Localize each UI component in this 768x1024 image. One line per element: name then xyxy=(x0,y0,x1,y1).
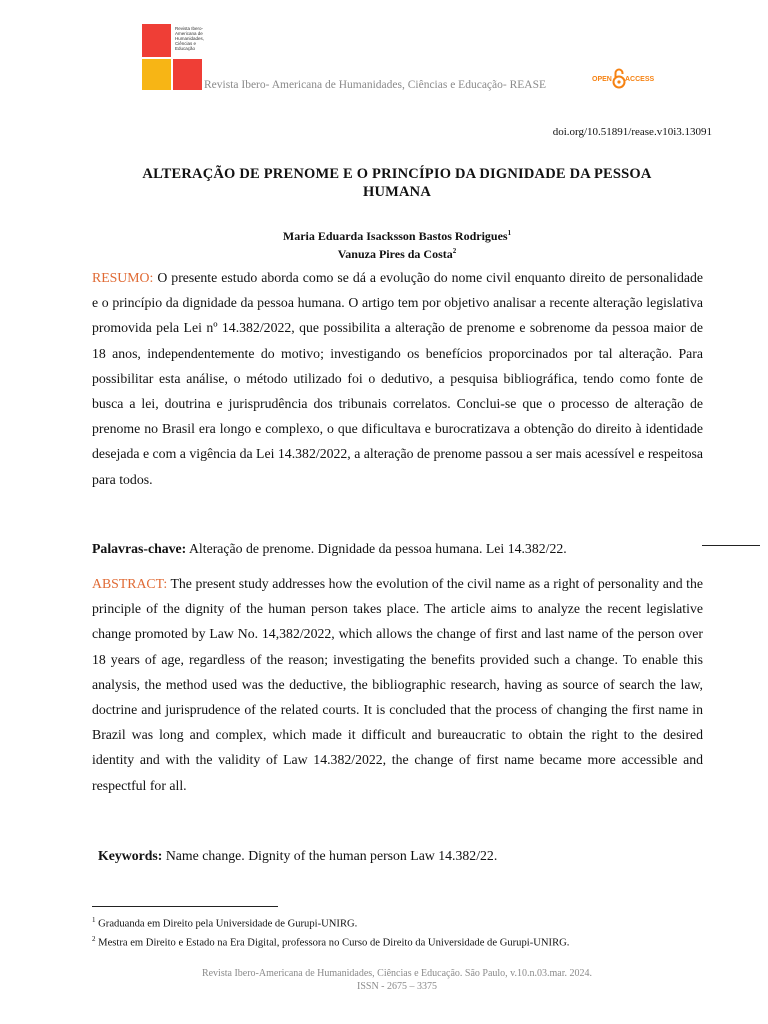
footnotes xyxy=(92,913,712,951)
journal-name: Revista Ibero- Americana de Humanidades, Ciências e Educação- REASE xyxy=(204,79,547,91)
logo-square-yellow xyxy=(142,59,171,90)
author-footnote-mark[interactable]: 2 xyxy=(452,247,457,255)
footnote-text: Graduanda em Direito pela Universidade de Gurupi-UNIRG. xyxy=(95,918,358,930)
footnote-2 xyxy=(92,932,712,951)
author-2 xyxy=(100,244,694,262)
palavras-chave xyxy=(92,541,567,557)
author-name: Maria Eduarda Isacksson Bastos Rodrigues xyxy=(282,229,508,243)
logo-text: Revista Ibero-Americana de Humanidades, Ciências e Educação xyxy=(175,26,205,51)
abstract-text: The present study addresses how the evolution of the civil name as a right of personality and the principle of the dignity of the human person takes place. The article aims to analyze the recent legislative change promoted by Law No. 14,382/2022, which allows the change of first and last name of the person over 18 years of age, regardless of the reason; investigating the benefits provided such a change. To enable this analysis, the method used was the deductive, the bibliographic research, having as source of search the law, doctrine and jurisprudence of the related courts. It is concluded that the process of changing the first name in Brazil was long and complex, which made it difficult and bureaucratic to obtain the right to the desired identity and with the validity of Law 14.382/2022, the change of first name became more accessible and respectful for all. xyxy=(92,576,703,793)
footnote-text: Mestra em Direito e Estado na Era Digital, professora no Curso de Direito da Universidade de Gurupi-UNIRG. xyxy=(95,937,570,949)
author-1 xyxy=(100,226,694,244)
resumo-paragraph xyxy=(92,265,703,492)
footnote-separator xyxy=(92,906,278,907)
author-footnote-mark[interactable]: 1 xyxy=(507,229,512,237)
author-name: Vanuza Pires da Costa xyxy=(337,247,453,261)
footnote-mark: 2 xyxy=(92,935,96,944)
footer-issn: ISSN - 2675 – 3375 xyxy=(356,981,437,992)
logo-square-red-top xyxy=(142,24,171,57)
footer-citation: Revista Ibero-Americana de Humanidades, Ciências e Educação. São Paulo, v.10.n.03.mar. 2024. xyxy=(201,968,593,979)
palavras-chave-text: Alteração de prenome. Dignidade da pessoa humana. Lei 14.382/22. xyxy=(186,541,567,556)
author-list xyxy=(100,226,694,262)
open-access-right-word: ACCESS xyxy=(625,76,655,83)
open-access-lock-icon xyxy=(612,67,626,89)
doi-link[interactable]: doi.org/10.51891/rease.v10i3.13091 xyxy=(552,126,712,138)
side-rule xyxy=(702,545,760,546)
footnote-1 xyxy=(92,913,712,932)
resumo-label: RESUMO: xyxy=(92,270,154,285)
palavras-chave-label: Palavras-chave: xyxy=(92,541,187,556)
abstract-label: ABSTRACT: xyxy=(92,576,168,591)
keywords xyxy=(98,848,497,864)
resumo-text: O presente estudo aborda como se dá a evolução do nome civil enquanto direito de personalidade e o princípio da dignidade da pessoa humana. O artigo tem por objetivo analisar a recente alteração legislativa promovida pela Lei nº 14.382/2022, que possibilita a alteração de prenome e sobrenome da pessoa maior de 18 anos, independentemente do motivo; investigando os benefícios proporcinados por tal alteração. Para possibilitar esta análise, o método utilizado foi o dedutivo, a pesquisa bibliográfica, tendo como fonte de busca a lei, doutrina e jurisprudência dos tribunais correlatos. Conclui-se que o processo de alteração de prenome no Brasil era longo e complexo, o que dificultava e burocratizava a obtenção do direito à identidade desejada e com a vigência da Lei 14.382/2022, a alteração de prenome passou a ser mais acessível e respeitosa para todos. xyxy=(92,270,703,487)
open-access-left-word: OPEN xyxy=(592,76,612,83)
article-title: ALTERAÇÃO DE PRENOME E O PRINCÍPIO DA DIGNIDADE DA PESSOA HUMANA xyxy=(142,166,652,200)
keywords-text: Name change. Dignity of the human person Law 14.382/22. xyxy=(162,848,498,863)
abstract-paragraph xyxy=(92,571,703,798)
journal-logo xyxy=(142,24,205,90)
logo-square-red-bottom xyxy=(173,59,202,90)
page-footer xyxy=(150,967,644,993)
footnote-mark: 1 xyxy=(92,916,96,924)
keywords-label: Keywords: xyxy=(98,848,163,863)
